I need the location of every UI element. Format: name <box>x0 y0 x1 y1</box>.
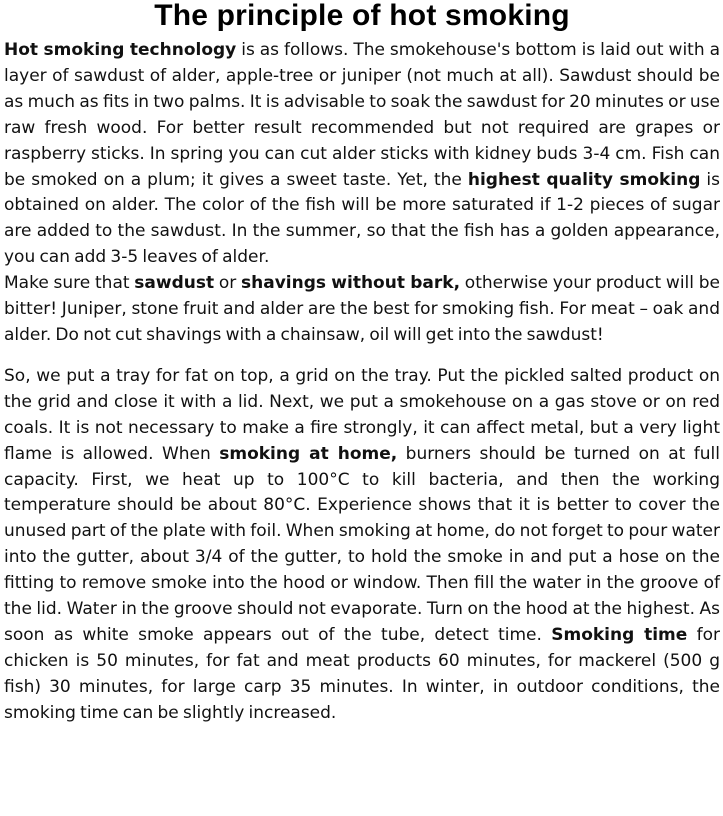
bold-phrase: Smoking time <box>551 624 688 645</box>
bold-phrase: Hot smoking technology <box>4 40 237 60</box>
paragraph-technology <box>4 38 720 271</box>
bold-phrase: shavings without bark, <box>241 273 461 294</box>
text-run: or <box>214 273 242 294</box>
bold-phrase: smoking at home, <box>219 443 398 464</box>
text-run: So, we put a tray for fat on top, a grid on the tray. Put the pickled salted product on the grid and close it with a lid. Next, we put a smokehouse on a gas stove or on red coals. It is not necessary to make a fire strongly, it can affect metal, but a very light flame is allowed. When <box>4 365 720 464</box>
text-run: is obtained on alder. The color of the fish will be more saturated if 1-2 pieces of sugar are added to the sawdust. In the summer, so that the fish has a golden appearance, you can add 3-5 leaves of alder. <box>4 169 720 268</box>
bold-phrase: highest quality smoking <box>467 169 701 190</box>
text-run: is as follows. The smokehouse's bottom is laid out with a layer of sawdust of alder, apple-tree or juniper (not much at all). Sawdust should be as much as fits in two palms. It is advisable to soak the sawdust for 20 minutes or use raw fresh wood. For better result recommended but not required are grapes or raspberry sticks. In spring you can cut alder sticks with kidney buds 3-4 cm. Fish can be smoked on a plum; it gives a sweet taste. Yet, the <box>4 40 720 190</box>
page-title: The principle of hot smoking <box>154 0 570 32</box>
paragraph-procedure <box>4 364 720 727</box>
bold-phrase: sawdust <box>134 273 215 294</box>
text-run: Make sure that <box>4 273 135 294</box>
text-run: for chicken is 50 minutes, for fat and meat products 60 minutes, for mackerel (500 g fish) 30 minutes, for large carp 35 minutes. In winter, in outdoor conditions, the smoking time can be slightly increased. <box>4 624 720 723</box>
paragraph-sawdust <box>4 271 720 349</box>
text-run: otherwise your product will be bitter! Juniper, stone fruit and alder are the best for smoking fish. For meat – oak and alder. Do not cut shavings with a chainsaw, oil will get into the sawdust! <box>4 273 720 345</box>
text-run: burners should be turned on at full capacity. First, we heat up to 100°C to kill bacteria, and then the working temperature should be about 80°C. Experience shows that it is better to cover the unused part of the plate with foil. When smoking at home, do not forget to pour water into the gutter, about 3/4 of the gutter, to hold the smoke in and put a hose on the fitting to remove smoke into the hood or window. Then fill the water in the groove of the lid. Water in the groove should not evaporate. Turn on the hood at the highest. As soon as white smoke appears out of the tube, detect time. <box>4 443 720 645</box>
